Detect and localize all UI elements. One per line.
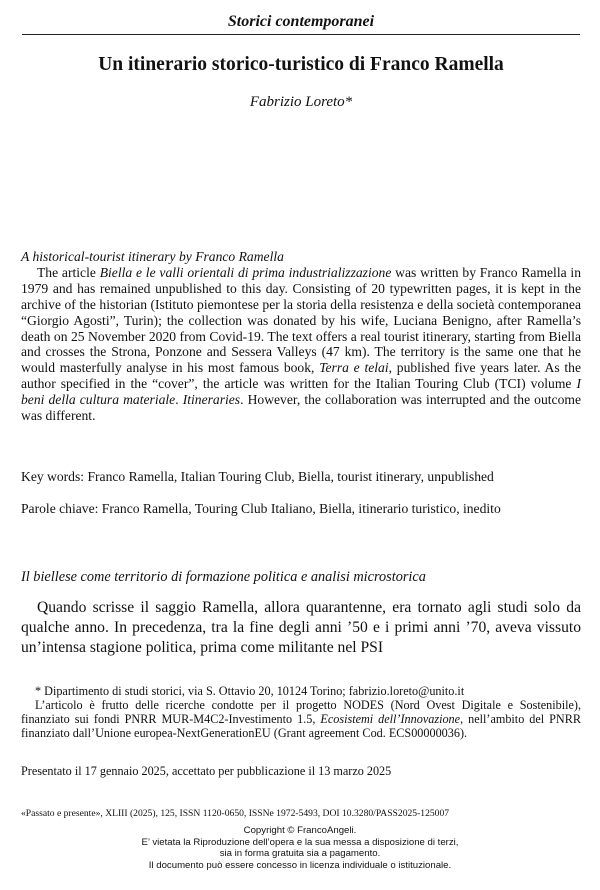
abstract-italic-volume: I beni della cultura materiale bbox=[21, 376, 581, 408]
abstract-text-part: , published five years later. As the author specified in the “cover”, the article was written for the Italian Touring Club (TCI) volume bbox=[21, 360, 581, 392]
article-author: Fabrizio Loreto* bbox=[249, 94, 353, 110]
journal-citation: «Passato e presente», XLIII (2025), 125, ISSN 1120-0650, ISSNe 1972-5493, DOI 10.3280/PASS2025-125007 bbox=[21, 808, 450, 819]
copyright-notice bbox=[0, 825, 600, 871]
abstract-text-part: was written by Franco Ramella in 1979 and has remained unpublished to this day. Consisting of 20 typewritten pages, it is kept in the archive of the historian (Istituto piemontese per la storia della resistenza e della società contemporanea “Giorgio Agosti”, Turin); the collection was donated by his wife, Luciana Benigno, after Ramella’s death on 25 November 2020 from Covid-19. The text offers a real tourist itinerary, starting from Biella and crosses the Strona, Ponzone and Sessera Valleys (47 km). The territory is the same one that he would masterfully analyse in his most famous book, bbox=[21, 264, 582, 376]
footnote-funding bbox=[21, 698, 581, 741]
section-header: Storici contemporanei bbox=[227, 13, 375, 30]
abstract-text bbox=[21, 265, 581, 424]
abstract-text-part: The article bbox=[37, 264, 100, 280]
copyright-line: Il documento può essere concesso in licenza individuale o istituzionale. bbox=[148, 859, 452, 871]
received-date: Presentato il 17 gennaio 2025, accettato per pubblicazione il 13 marzo 2025 bbox=[21, 764, 392, 778]
article-title: Un itinerario storico-turistico di Franco Ramella bbox=[98, 54, 504, 75]
keywords-it: Parole chiave: Franco Ramella, Touring Club Italiano, Biella, itinerario turistico, inedito bbox=[21, 501, 501, 516]
footnote-funding-italic: Ecosistemi dell’Innovazione bbox=[320, 712, 461, 727]
footnote-funding-part: L’articolo è frutto delle ricerche condotte per il progetto NODES (Nord Ovest Digitale e Sostenibile), finanziato sui fondi PNRR MUR-M4C2-Investimento 1.5, bbox=[21, 698, 581, 727]
abstract bbox=[21, 249, 581, 424]
copyright-line: sia in forma gratuita sia a pagamento. bbox=[219, 848, 381, 860]
abstract-text-part: . bbox=[175, 392, 183, 408]
abstract-text-part: . However, the collaboration was interrupted and the outcome was different. bbox=[21, 392, 581, 424]
keywords-en: Key words: Franco Ramella, Italian Touring Club, Biella, tourist itinerary, unpublished bbox=[21, 469, 494, 484]
abstract-italic-title: Biella e le valli orientali di prima industrializzazione bbox=[99, 264, 392, 280]
footnote-funding-part: , nell’ambito del PNRR finanziato dall’Unione europea-NextGenerationEU (Grant agreement Cod. ECS00000036). bbox=[21, 712, 581, 741]
abstract-italic-book: Terra e telai bbox=[319, 360, 389, 376]
abstract-heading: A historical-tourist itinerary by Franco Ramella bbox=[21, 249, 284, 264]
copyright-line: E’ vietata la Riproduzione dell’opera e la sua messa a disposizione di terzi, bbox=[141, 836, 459, 848]
section-heading: Il biellese come territorio di formazione politica e analisi microstorica bbox=[21, 569, 426, 585]
copyright-line: Copyright © FrancoAngeli. bbox=[243, 825, 357, 836]
abstract-italic-itineraries: Itineraries bbox=[182, 392, 241, 408]
body-paragraph: Quando scrisse il saggio Ramella, allora quarantenne, era tornato agli studi solo da qualche anno. In precedenza, tra la fine degli anni ’50 e i primi anni ’70, aveva vissuto un’intensa stagione politica, prima come militante nel PSI bbox=[21, 599, 581, 656]
header-rule bbox=[22, 34, 580, 35]
footnote-affiliation: * Dipartimento di studi storici, via S. Ottavio 20, 10124 Torino; fabrizio.loreto@unito.it bbox=[35, 684, 465, 698]
